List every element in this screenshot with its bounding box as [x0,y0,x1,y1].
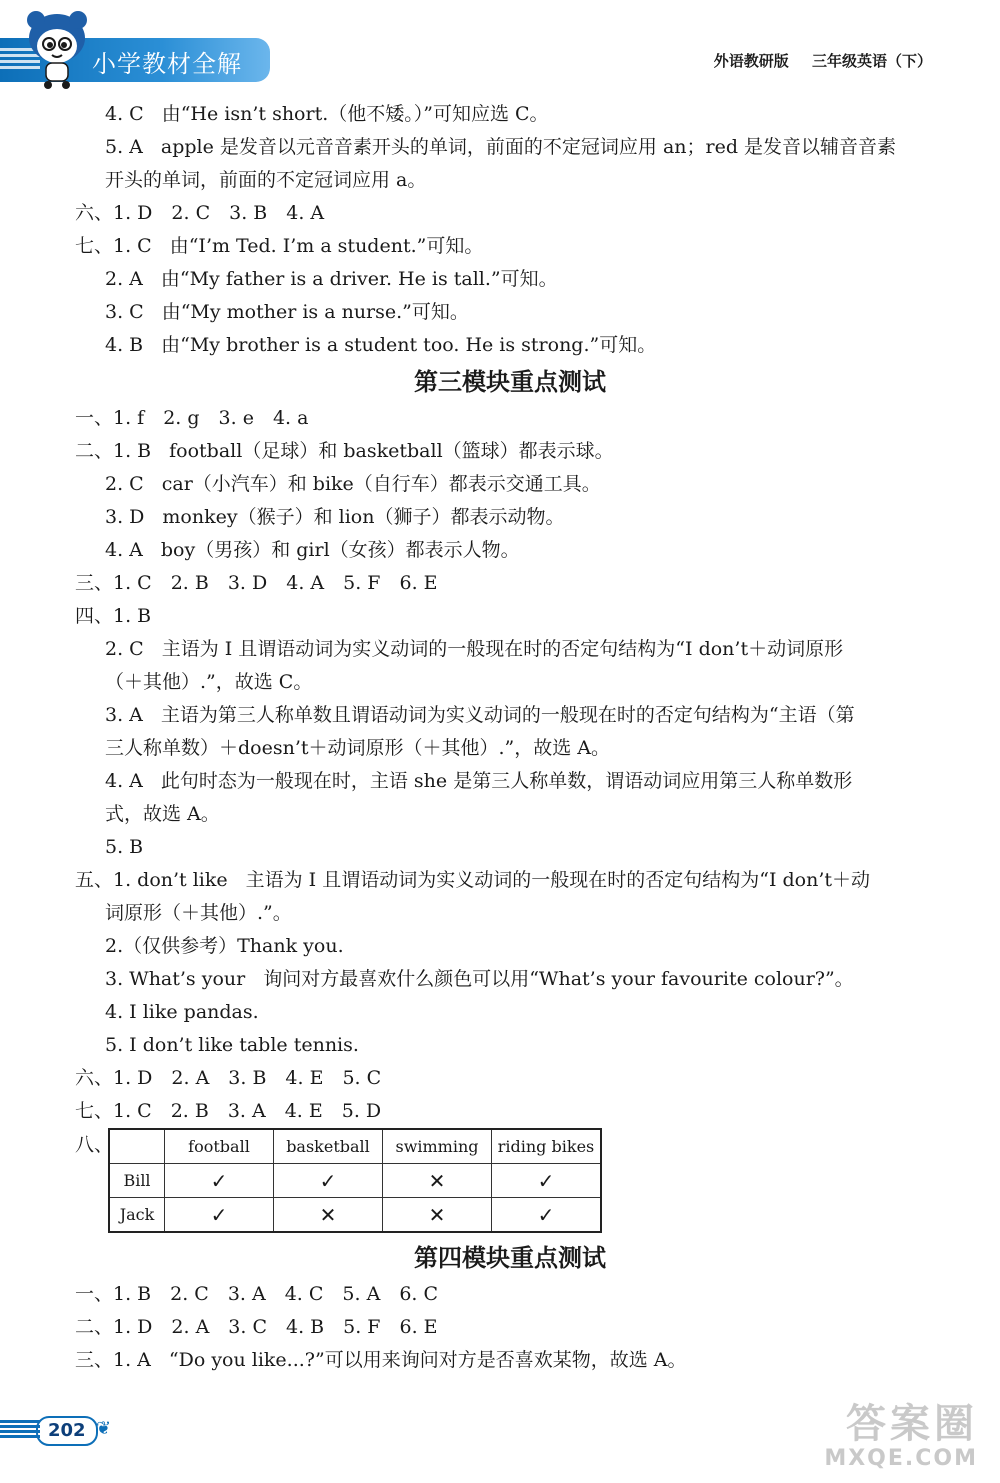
logo-text: 小学教材全解 [92,50,242,78]
cross-mark-icon: ✕ [428,1168,446,1193]
table-question-number: 八、 [75,1134,114,1156]
answer-number: 二、1. B [75,440,152,462]
mascot-icon [22,8,92,90]
answer-text: 5. I don’t like table tennis. [105,1034,359,1056]
answer-line [0,98,1000,131]
answer-line [0,1311,1000,1344]
answer-number: 2. A [105,268,143,290]
answer-line [0,468,1000,501]
answer-number: 2. C [105,638,144,660]
edition-info [714,50,932,71]
table-cell [492,1164,602,1198]
answer-table [108,1128,602,1233]
answer-line [0,1062,1000,1095]
answer-line [0,329,1000,362]
answer-line [0,1278,1000,1311]
table-header-cell: swimming [383,1129,492,1164]
answer-explanation: 由“My brother is a student too. He is strong.”可知。 [161,334,657,356]
answer-line [0,1029,1000,1062]
watermark-site: MXQE.COM [824,1446,978,1471]
answer-line [0,1095,1000,1128]
page-number: 202 [36,1416,98,1446]
answer-text: 2.（仅供参考）Thank you. [105,935,344,957]
answer-number: 4. A [105,539,143,561]
answer-line [0,897,1000,930]
answer-explanation: monkey（猴子）和 lion（狮子）都表示动物。 [162,506,565,528]
answer-number: 4. A [105,770,143,792]
answer-text: 词原形（＋其他）.”。 [105,902,292,924]
answer-text: 式，故选 A。 [105,803,220,825]
publisher-label: 外语教研版 [713,52,789,70]
answer-explanation: boy（男孩）和 girl（女孩）都表示人物。 [160,539,520,561]
answer-line [0,996,1000,1029]
table-header-cell: football [165,1129,274,1164]
answer-text: （＋其他）.”，故选 C。 [105,671,313,693]
cross-mark-icon: ✕ [428,1202,446,1227]
answer-line [0,263,1000,296]
answer-line [0,831,1000,864]
answer-text: 二、1. D 2. A 3. C 4. B 5. F 6. E [75,1316,438,1338]
answer-explanation: apple 是发音以元音音素开头的单词，前面的不定冠词应用 an；red 是发音以辅音音素 [160,136,897,158]
cross-mark-icon: ✕ [319,1202,337,1227]
table-header-row [109,1129,601,1164]
answer-number: 2. C [105,473,144,495]
answer-explanation: car（小汽车）和 bike（自行车）都表示交通工具。 [161,473,601,495]
answer-line [0,402,1000,435]
answer-number: 4. C [105,103,144,125]
answer-line [0,732,1000,765]
answer-line [0,164,1000,197]
answer-line [0,930,1000,963]
answer-explanation: 由“I’m Ted. I’m a student.”可知。 [169,235,484,257]
page-number-stripes [0,1420,40,1438]
answer-line [0,230,1000,263]
answer-line [0,765,1000,798]
table-header-cell: basketball [274,1129,383,1164]
page-header [0,0,1000,100]
answer-line [0,864,1000,897]
check-mark-icon: ✓ [319,1168,337,1193]
row-name: Bill [109,1164,165,1198]
section-title: 第三模块重点测试 [414,368,606,396]
table-cell [165,1164,274,1198]
answer-line [0,501,1000,534]
table-header-cell [109,1129,165,1164]
table-cell [274,1198,383,1233]
answer-number: 4. B [105,334,144,356]
leaf-icon: ❦ [96,1418,112,1439]
answer-number: 3. C [105,301,144,323]
answer-line [0,963,1000,996]
answer-explanation: 由“My mother is a nurse.”可知。 [161,301,469,323]
answer-explanation: 由“He isn’t short.（他不矮。）”可知应选 C。 [161,103,549,125]
answer-number: 3. What’s your [105,968,246,990]
table-cell [492,1198,602,1233]
answer-explanation: football（足球）和 basketball（篮球）都表示球。 [169,440,614,462]
answer-text: 一、1. f 2. g 3. e 4. a [75,407,309,429]
answer-line [0,296,1000,329]
page-footer [0,1416,140,1446]
answer-text: 六、1. D 2. A 3. B 4. E 5. C [75,1067,382,1089]
answer-line [0,534,1000,567]
answer-number: 三、1. A [75,1349,151,1371]
answer-line [0,1344,1000,1377]
watermark [788,1402,978,1474]
answer-line [0,567,1000,600]
table-cell [165,1198,274,1233]
answer-text: 开头的单词，前面的不定冠词应用 a。 [105,169,427,191]
answer-text: 七、1. C 2. B 3. A 4. E 5. D [75,1100,382,1122]
answer-number: 七、1. C [75,235,152,257]
answer-line [0,798,1000,831]
answer-table-block [0,1128,1000,1238]
table-cell [274,1164,383,1198]
answer-number: 5. A [105,136,143,158]
answer-line [0,666,1000,699]
row-name: Jack [109,1198,165,1233]
answer-line [0,131,1000,164]
answer-line [0,600,1000,633]
check-mark-icon: ✓ [210,1202,228,1227]
answer-explanation: “Do you like...?”可以用来询问对方是否喜欢某物，故选 A。 [168,1349,687,1371]
check-mark-icon: ✓ [537,1202,555,1227]
check-mark-icon: ✓ [537,1168,555,1193]
answer-text: 4. I like pandas. [105,1001,259,1023]
answer-text: 三、1. C 2. B 3. D 4. A 5. F 6. E [75,572,438,594]
watermark-logo: 答案圈 [846,1401,978,1447]
answer-explanation: 主语为第三人称单数且谓语动词为实义动词的一般现在时的否定句结构为“主语（第 [160,704,855,726]
answer-explanation: 此句时态为一般现在时，主语 she 是第三人称单数，谓语动词应用第三人称单数形 [160,770,853,792]
answer-line [0,435,1000,468]
table-cell [383,1164,492,1198]
answer-explanation: 询问对方最喜欢什么颜色可以用“What’s your favourite colour?”。 [263,968,854,990]
table-row [109,1164,601,1198]
answer-text: 一、1. B 2. C 3. A 4. C 5. A 6. C [75,1283,439,1305]
answer-text: 四、1. B [75,605,152,627]
grade-label: 三年级英语（下） [811,52,932,70]
answer-line [0,633,1000,666]
section-title: 第四模块重点测试 [414,1244,606,1272]
table-cell [383,1198,492,1233]
table-row [109,1198,601,1233]
answer-text: 六、1. D 2. C 3. B 4. A [75,202,325,224]
answer-number: 五、1. don’t like [75,869,228,891]
answer-line [0,699,1000,732]
answer-explanation: 由“My father is a driver. He is tall.”可知。 [160,268,558,290]
answer-explanation: 主语为 I 且谓语动词为实义动词的一般现在时的否定句结构为“I don’t＋动 [245,869,870,891]
answer-text: 三人称单数）＋doesn’t＋动词原形（＋其他）.”，故选 A。 [105,737,611,759]
check-mark-icon: ✓ [210,1168,228,1193]
answer-line [0,197,1000,230]
answer-number: 3. D [105,506,145,528]
answer-text: 5. B [105,836,144,858]
answer-explanation: 主语为 I 且谓语动词为实义动词的一般现在时的否定句结构为“I don’t＋动词原形 [161,638,844,660]
answer-content [0,98,1000,1377]
answer-number: 3. A [105,704,143,726]
table-header-cell: riding bikes [492,1129,602,1164]
